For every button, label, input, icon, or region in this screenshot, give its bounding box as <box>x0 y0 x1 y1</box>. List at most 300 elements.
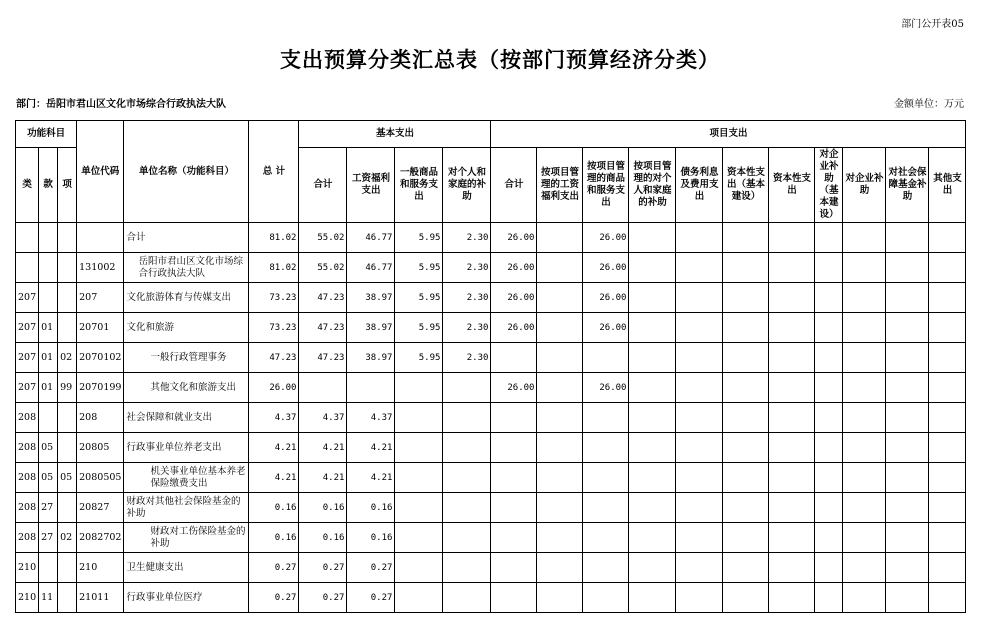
cell-xiang <box>58 403 77 433</box>
cell-project-goods <box>583 553 629 583</box>
cell-xiang: 02 <box>58 523 77 553</box>
empty-cell <box>843 583 886 613</box>
empty-cell <box>929 373 966 403</box>
cell-basic-wage: 4.21 <box>347 463 395 493</box>
cell-unit-code: 2082702 <box>77 523 124 553</box>
header-project-goods: 按项目管理的商品和服务支出 <box>583 148 629 223</box>
cell-kuan: 27 <box>39 523 58 553</box>
empty-cell <box>843 433 886 463</box>
cell-basic-personal <box>443 583 491 613</box>
table-row <box>16 343 966 373</box>
empty-cell <box>815 373 843 403</box>
empty-cell <box>886 223 929 253</box>
cell-basic-sum: 4.21 <box>299 433 347 463</box>
cell-project-wage <box>537 463 583 493</box>
empty-cell <box>815 583 843 613</box>
table-row <box>16 553 966 583</box>
cell-xiang <box>58 223 77 253</box>
cell-basic-goods: 5.95 <box>395 223 443 253</box>
expenditure-summary-table <box>15 120 966 613</box>
cell-basic-goods <box>395 553 443 583</box>
empty-cell <box>769 343 815 373</box>
cell-kuan: 05 <box>39 463 58 493</box>
empty-cell <box>723 583 769 613</box>
empty-cell <box>676 373 723 403</box>
empty-cell <box>815 403 843 433</box>
cell-project-wage <box>537 523 583 553</box>
cell-kuan <box>39 553 58 583</box>
cell-unit-code: 131002 <box>77 253 124 283</box>
cell-basic-wage: 0.27 <box>347 553 395 583</box>
cell-lei <box>16 253 39 283</box>
cell-basic-goods: 5.95 <box>395 313 443 343</box>
header-project-personal: 按项目管理的对个人和家庭的补助 <box>629 148 676 223</box>
empty-cell <box>769 553 815 583</box>
empty-cell <box>769 463 815 493</box>
cell-project-wage <box>537 373 583 403</box>
cell-unit-code: 20701 <box>77 313 124 343</box>
header-unit-name: 单位名称（功能科目） <box>124 121 249 223</box>
empty-cell <box>929 403 966 433</box>
empty-cell <box>815 433 843 463</box>
table-row <box>16 433 966 463</box>
cell-unit-name: 行政事业单位养老支出 <box>124 433 249 463</box>
empty-cell <box>629 553 676 583</box>
cell-total: 4.37 <box>249 403 299 433</box>
empty-cell <box>676 403 723 433</box>
empty-cell <box>815 343 843 373</box>
empty-cell <box>843 223 886 253</box>
cell-project-goods: 26.00 <box>583 373 629 403</box>
cell-project-goods: 26.00 <box>583 313 629 343</box>
cell-basic-goods <box>395 493 443 523</box>
empty-cell <box>815 283 843 313</box>
empty-cell <box>676 283 723 313</box>
cell-project-wage <box>537 283 583 313</box>
empty-cell <box>676 223 723 253</box>
empty-cell <box>886 403 929 433</box>
empty-cell <box>769 223 815 253</box>
empty-cell <box>723 523 769 553</box>
table-row <box>16 283 966 313</box>
cell-lei: 208 <box>16 493 39 523</box>
cell-unit-code: 207 <box>77 283 124 313</box>
empty-cell <box>676 493 723 523</box>
empty-cell <box>815 313 843 343</box>
cell-total: 4.21 <box>249 463 299 493</box>
cell-basic-personal: 2.30 <box>443 253 491 283</box>
empty-cell <box>929 553 966 583</box>
cell-kuan: 01 <box>39 343 58 373</box>
cell-basic-sum: 4.37 <box>299 403 347 433</box>
cell-lei: 210 <box>16 583 39 613</box>
empty-cell <box>629 403 676 433</box>
cell-unit-code: 20805 <box>77 433 124 463</box>
empty-cell <box>629 283 676 313</box>
empty-cell <box>676 343 723 373</box>
empty-cell <box>723 553 769 583</box>
cell-project-wage <box>537 313 583 343</box>
cell-xiang <box>58 493 77 523</box>
cell-project-sum <box>491 523 537 553</box>
cell-basic-wage: 0.16 <box>347 493 395 523</box>
cell-project-sum <box>491 433 537 463</box>
cell-lei: 207 <box>16 313 39 343</box>
cell-basic-wage: 46.77 <box>347 253 395 283</box>
empty-cell <box>929 253 966 283</box>
cell-kuan <box>39 283 58 313</box>
empty-cell <box>629 583 676 613</box>
header-project-other: 其他支出 <box>929 148 966 223</box>
cell-lei: 210 <box>16 553 39 583</box>
cell-basic-wage: 0.16 <box>347 523 395 553</box>
cell-kuan <box>39 253 58 283</box>
empty-cell <box>629 493 676 523</box>
cell-basic-personal <box>443 433 491 463</box>
cell-basic-sum: 47.23 <box>299 313 347 343</box>
header-basic-goods: 一般商品和服务支出 <box>395 148 443 223</box>
empty-cell <box>886 283 929 313</box>
department-label: 部门：岳阳市君山区文化市场综合行政执法大队 <box>16 99 226 110</box>
cell-basic-wage <box>347 373 395 403</box>
cell-total: 0.27 <box>249 553 299 583</box>
cell-basic-goods: 5.95 <box>395 343 443 373</box>
table-row <box>16 523 966 553</box>
empty-cell <box>929 493 966 523</box>
cell-total: 73.23 <box>249 313 299 343</box>
cell-project-wage <box>537 583 583 613</box>
empty-cell <box>843 373 886 403</box>
header-kuan: 款 <box>39 148 58 223</box>
cell-basic-wage: 4.37 <box>347 403 395 433</box>
table-number-label: 部门公开表05 <box>901 19 964 30</box>
cell-basic-sum <box>299 373 347 403</box>
cell-basic-personal <box>443 523 491 553</box>
header-total: 总 计 <box>249 121 299 223</box>
cell-xiang <box>58 253 77 283</box>
cell-unit-name: 机关事业单位基本养老保险缴费支出 <box>124 463 249 493</box>
cell-total: 4.21 <box>249 433 299 463</box>
header-unit-code: 单位代码 <box>77 121 124 223</box>
empty-cell <box>769 313 815 343</box>
cell-lei: 208 <box>16 463 39 493</box>
cell-total: 81.02 <box>249 253 299 283</box>
cell-xiang <box>58 433 77 463</box>
empty-cell <box>843 523 886 553</box>
cell-unit-name: 财政对其他社会保险基金的补助 <box>124 493 249 523</box>
header-lei: 类 <box>16 148 39 223</box>
empty-cell <box>929 313 966 343</box>
empty-cell <box>629 343 676 373</box>
empty-cell <box>886 493 929 523</box>
cell-basic-sum: 0.16 <box>299 493 347 523</box>
empty-cell <box>929 433 966 463</box>
empty-cell <box>886 583 929 613</box>
cell-project-goods: 26.00 <box>583 253 629 283</box>
header-project-enterprise: 对企业补助 <box>843 148 886 223</box>
cell-kuan: 01 <box>39 373 58 403</box>
cell-basic-sum: 55.02 <box>299 223 347 253</box>
cell-project-sum: 26.00 <box>491 313 537 343</box>
cell-unit-name: 文化和旅游 <box>124 313 249 343</box>
cell-project-sum: 26.00 <box>491 253 537 283</box>
cell-basic-goods <box>395 403 443 433</box>
header-project-enterprise-construction: 对企业补助（基本建设） <box>815 148 843 223</box>
empty-cell <box>676 253 723 283</box>
cell-lei: 208 <box>16 403 39 433</box>
cell-project-wage <box>537 253 583 283</box>
header-xiang: 项 <box>58 148 77 223</box>
empty-cell <box>723 283 769 313</box>
cell-total: 47.23 <box>249 343 299 373</box>
cell-total: 0.16 <box>249 493 299 523</box>
empty-cell <box>815 253 843 283</box>
empty-cell <box>769 433 815 463</box>
empty-cell <box>769 523 815 553</box>
empty-cell <box>886 343 929 373</box>
cell-basic-personal <box>443 463 491 493</box>
empty-cell <box>886 373 929 403</box>
cell-kuan: 11 <box>39 583 58 613</box>
empty-cell <box>769 253 815 283</box>
empty-cell <box>723 253 769 283</box>
cell-xiang <box>58 583 77 613</box>
table-row <box>16 463 966 493</box>
cell-total: 26.00 <box>249 373 299 403</box>
cell-unit-name: 其他文化和旅游支出 <box>124 373 249 403</box>
empty-cell <box>723 403 769 433</box>
empty-cell <box>769 373 815 403</box>
cell-project-sum: 26.00 <box>491 283 537 313</box>
cell-unit-name: 社会保障和就业支出 <box>124 403 249 433</box>
empty-cell <box>676 583 723 613</box>
empty-cell <box>843 313 886 343</box>
empty-cell <box>629 463 676 493</box>
empty-cell <box>843 493 886 523</box>
empty-cell <box>815 493 843 523</box>
table-row <box>16 493 966 523</box>
cell-basic-wage: 0.27 <box>347 583 395 613</box>
cell-unit-name: 财政对工伤保险基金的补助 <box>124 523 249 553</box>
empty-cell <box>676 463 723 493</box>
cell-project-sum: 26.00 <box>491 373 537 403</box>
cell-unit-code: 208 <box>77 403 124 433</box>
header-project-social-security: 对社会保障基金补助 <box>886 148 929 223</box>
empty-cell <box>886 253 929 283</box>
empty-cell <box>723 463 769 493</box>
cell-basic-goods: 5.95 <box>395 283 443 313</box>
empty-cell <box>723 343 769 373</box>
cell-basic-goods <box>395 373 443 403</box>
cell-unit-name: 行政事业单位医疗 <box>124 583 249 613</box>
cell-total: 0.16 <box>249 523 299 553</box>
cell-basic-sum: 55.02 <box>299 253 347 283</box>
header-project-expenditure: 项目支出 <box>491 121 966 148</box>
empty-cell <box>629 373 676 403</box>
empty-cell <box>769 493 815 523</box>
empty-cell <box>843 463 886 493</box>
table-row <box>16 403 966 433</box>
cell-project-sum <box>491 343 537 373</box>
table-row <box>16 313 966 343</box>
empty-cell <box>843 403 886 433</box>
cell-basic-sum: 4.21 <box>299 463 347 493</box>
cell-lei <box>16 223 39 253</box>
cell-project-sum <box>491 583 537 613</box>
empty-cell <box>676 523 723 553</box>
page-title: 支出预算分类汇总表（按部门预算经济分类） <box>280 47 720 72</box>
empty-cell <box>929 283 966 313</box>
cell-project-sum <box>491 403 537 433</box>
cell-unit-name: 岳阳市君山区文化市场综合行政执法大队 <box>124 253 249 283</box>
cell-unit-code <box>77 223 124 253</box>
empty-cell <box>929 463 966 493</box>
cell-project-wage <box>537 433 583 463</box>
empty-cell <box>886 433 929 463</box>
empty-cell <box>629 523 676 553</box>
cell-kuan: 27 <box>39 493 58 523</box>
cell-basic-personal <box>443 553 491 583</box>
cell-kuan: 01 <box>39 313 58 343</box>
cell-kuan: 05 <box>39 433 58 463</box>
cell-basic-personal: 2.30 <box>443 313 491 343</box>
empty-cell <box>815 553 843 583</box>
table-row <box>16 373 966 403</box>
cell-basic-wage: 38.97 <box>347 343 395 373</box>
currency-unit-label: 金额单位：万元 <box>894 99 964 110</box>
cell-project-wage <box>537 223 583 253</box>
empty-cell <box>929 343 966 373</box>
cell-project-goods <box>583 463 629 493</box>
cell-kuan <box>39 223 58 253</box>
cell-unit-name: 卫生健康支出 <box>124 553 249 583</box>
cell-project-sum: 26.00 <box>491 223 537 253</box>
cell-total: 73.23 <box>249 283 299 313</box>
header-func-subject: 功能科目 <box>16 121 77 148</box>
empty-cell <box>629 253 676 283</box>
cell-total: 0.27 <box>249 583 299 613</box>
cell-total: 81.02 <box>249 223 299 253</box>
cell-project-wage <box>537 553 583 583</box>
cell-xiang: 02 <box>58 343 77 373</box>
header-basic-expenditure: 基本支出 <box>299 121 491 148</box>
empty-cell <box>843 553 886 583</box>
cell-lei: 207 <box>16 283 39 313</box>
cell-kuan <box>39 403 58 433</box>
empty-cell <box>629 433 676 463</box>
empty-cell <box>886 553 929 583</box>
table-row <box>16 583 966 613</box>
cell-basic-goods <box>395 523 443 553</box>
cell-basic-wage: 38.97 <box>347 313 395 343</box>
cell-xiang: 99 <box>58 373 77 403</box>
cell-basic-goods <box>395 583 443 613</box>
cell-project-goods <box>583 493 629 523</box>
table-row <box>16 223 966 253</box>
header-project-debt: 债务利息及费用支出 <box>676 148 723 223</box>
cell-unit-code: 20827 <box>77 493 124 523</box>
header-project-wage: 按项目管理的工资福利支出 <box>537 148 583 223</box>
cell-project-goods <box>583 583 629 613</box>
header-project-capital-construction: 资本性支出（基本建设） <box>723 148 769 223</box>
cell-lei: 208 <box>16 433 39 463</box>
cell-xiang <box>58 313 77 343</box>
empty-cell <box>929 223 966 253</box>
cell-project-goods <box>583 433 629 463</box>
empty-cell <box>886 463 929 493</box>
cell-basic-personal: 2.30 <box>443 223 491 253</box>
cell-basic-wage: 38.97 <box>347 283 395 313</box>
header-basic-sum: 合计 <box>299 148 347 223</box>
empty-cell <box>723 493 769 523</box>
table-row <box>16 253 966 283</box>
empty-cell <box>929 523 966 553</box>
cell-basic-personal <box>443 403 491 433</box>
cell-basic-wage: 4.21 <box>347 433 395 463</box>
empty-cell <box>769 403 815 433</box>
empty-cell <box>676 313 723 343</box>
header-basic-personal: 对个人和家庭的补助 <box>443 148 491 223</box>
cell-lei: 208 <box>16 523 39 553</box>
empty-cell <box>815 463 843 493</box>
header-project-sum: 合计 <box>491 148 537 223</box>
cell-project-wage <box>537 403 583 433</box>
cell-basic-goods <box>395 433 443 463</box>
cell-project-sum <box>491 493 537 523</box>
cell-basic-personal <box>443 373 491 403</box>
cell-unit-name: 一般行政管理事务 <box>124 343 249 373</box>
cell-basic-personal <box>443 493 491 523</box>
cell-basic-sum: 47.23 <box>299 283 347 313</box>
cell-project-goods <box>583 523 629 553</box>
cell-unit-code: 2080505 <box>77 463 124 493</box>
empty-cell <box>929 583 966 613</box>
cell-lei: 207 <box>16 343 39 373</box>
cell-project-goods <box>583 403 629 433</box>
empty-cell <box>723 313 769 343</box>
empty-cell <box>843 253 886 283</box>
cell-project-sum <box>491 463 537 493</box>
header-basic-wage: 工资福利支出 <box>347 148 395 223</box>
cell-unit-code: 210 <box>77 553 124 583</box>
empty-cell <box>815 523 843 553</box>
empty-cell <box>843 283 886 313</box>
empty-cell <box>723 223 769 253</box>
cell-unit-code: 21011 <box>77 583 124 613</box>
cell-basic-wage: 46.77 <box>347 223 395 253</box>
cell-basic-sum: 47.23 <box>299 343 347 373</box>
empty-cell <box>676 433 723 463</box>
cell-basic-sum: 0.16 <box>299 523 347 553</box>
cell-basic-sum: 0.27 <box>299 583 347 613</box>
empty-cell <box>815 223 843 253</box>
cell-project-goods: 26.00 <box>583 283 629 313</box>
cell-unit-name: 文化旅游体育与传媒支出 <box>124 283 249 313</box>
empty-cell <box>723 373 769 403</box>
cell-basic-personal: 2.30 <box>443 343 491 373</box>
cell-project-wage <box>537 343 583 373</box>
empty-cell <box>769 283 815 313</box>
header-project-capital: 资本性支出 <box>769 148 815 223</box>
empty-cell <box>769 583 815 613</box>
cell-basic-personal: 2.30 <box>443 283 491 313</box>
cell-basic-sum: 0.27 <box>299 553 347 583</box>
cell-project-goods <box>583 343 629 373</box>
cell-basic-goods: 5.95 <box>395 253 443 283</box>
cell-xiang: 05 <box>58 463 77 493</box>
cell-xiang <box>58 283 77 313</box>
empty-cell <box>886 313 929 343</box>
